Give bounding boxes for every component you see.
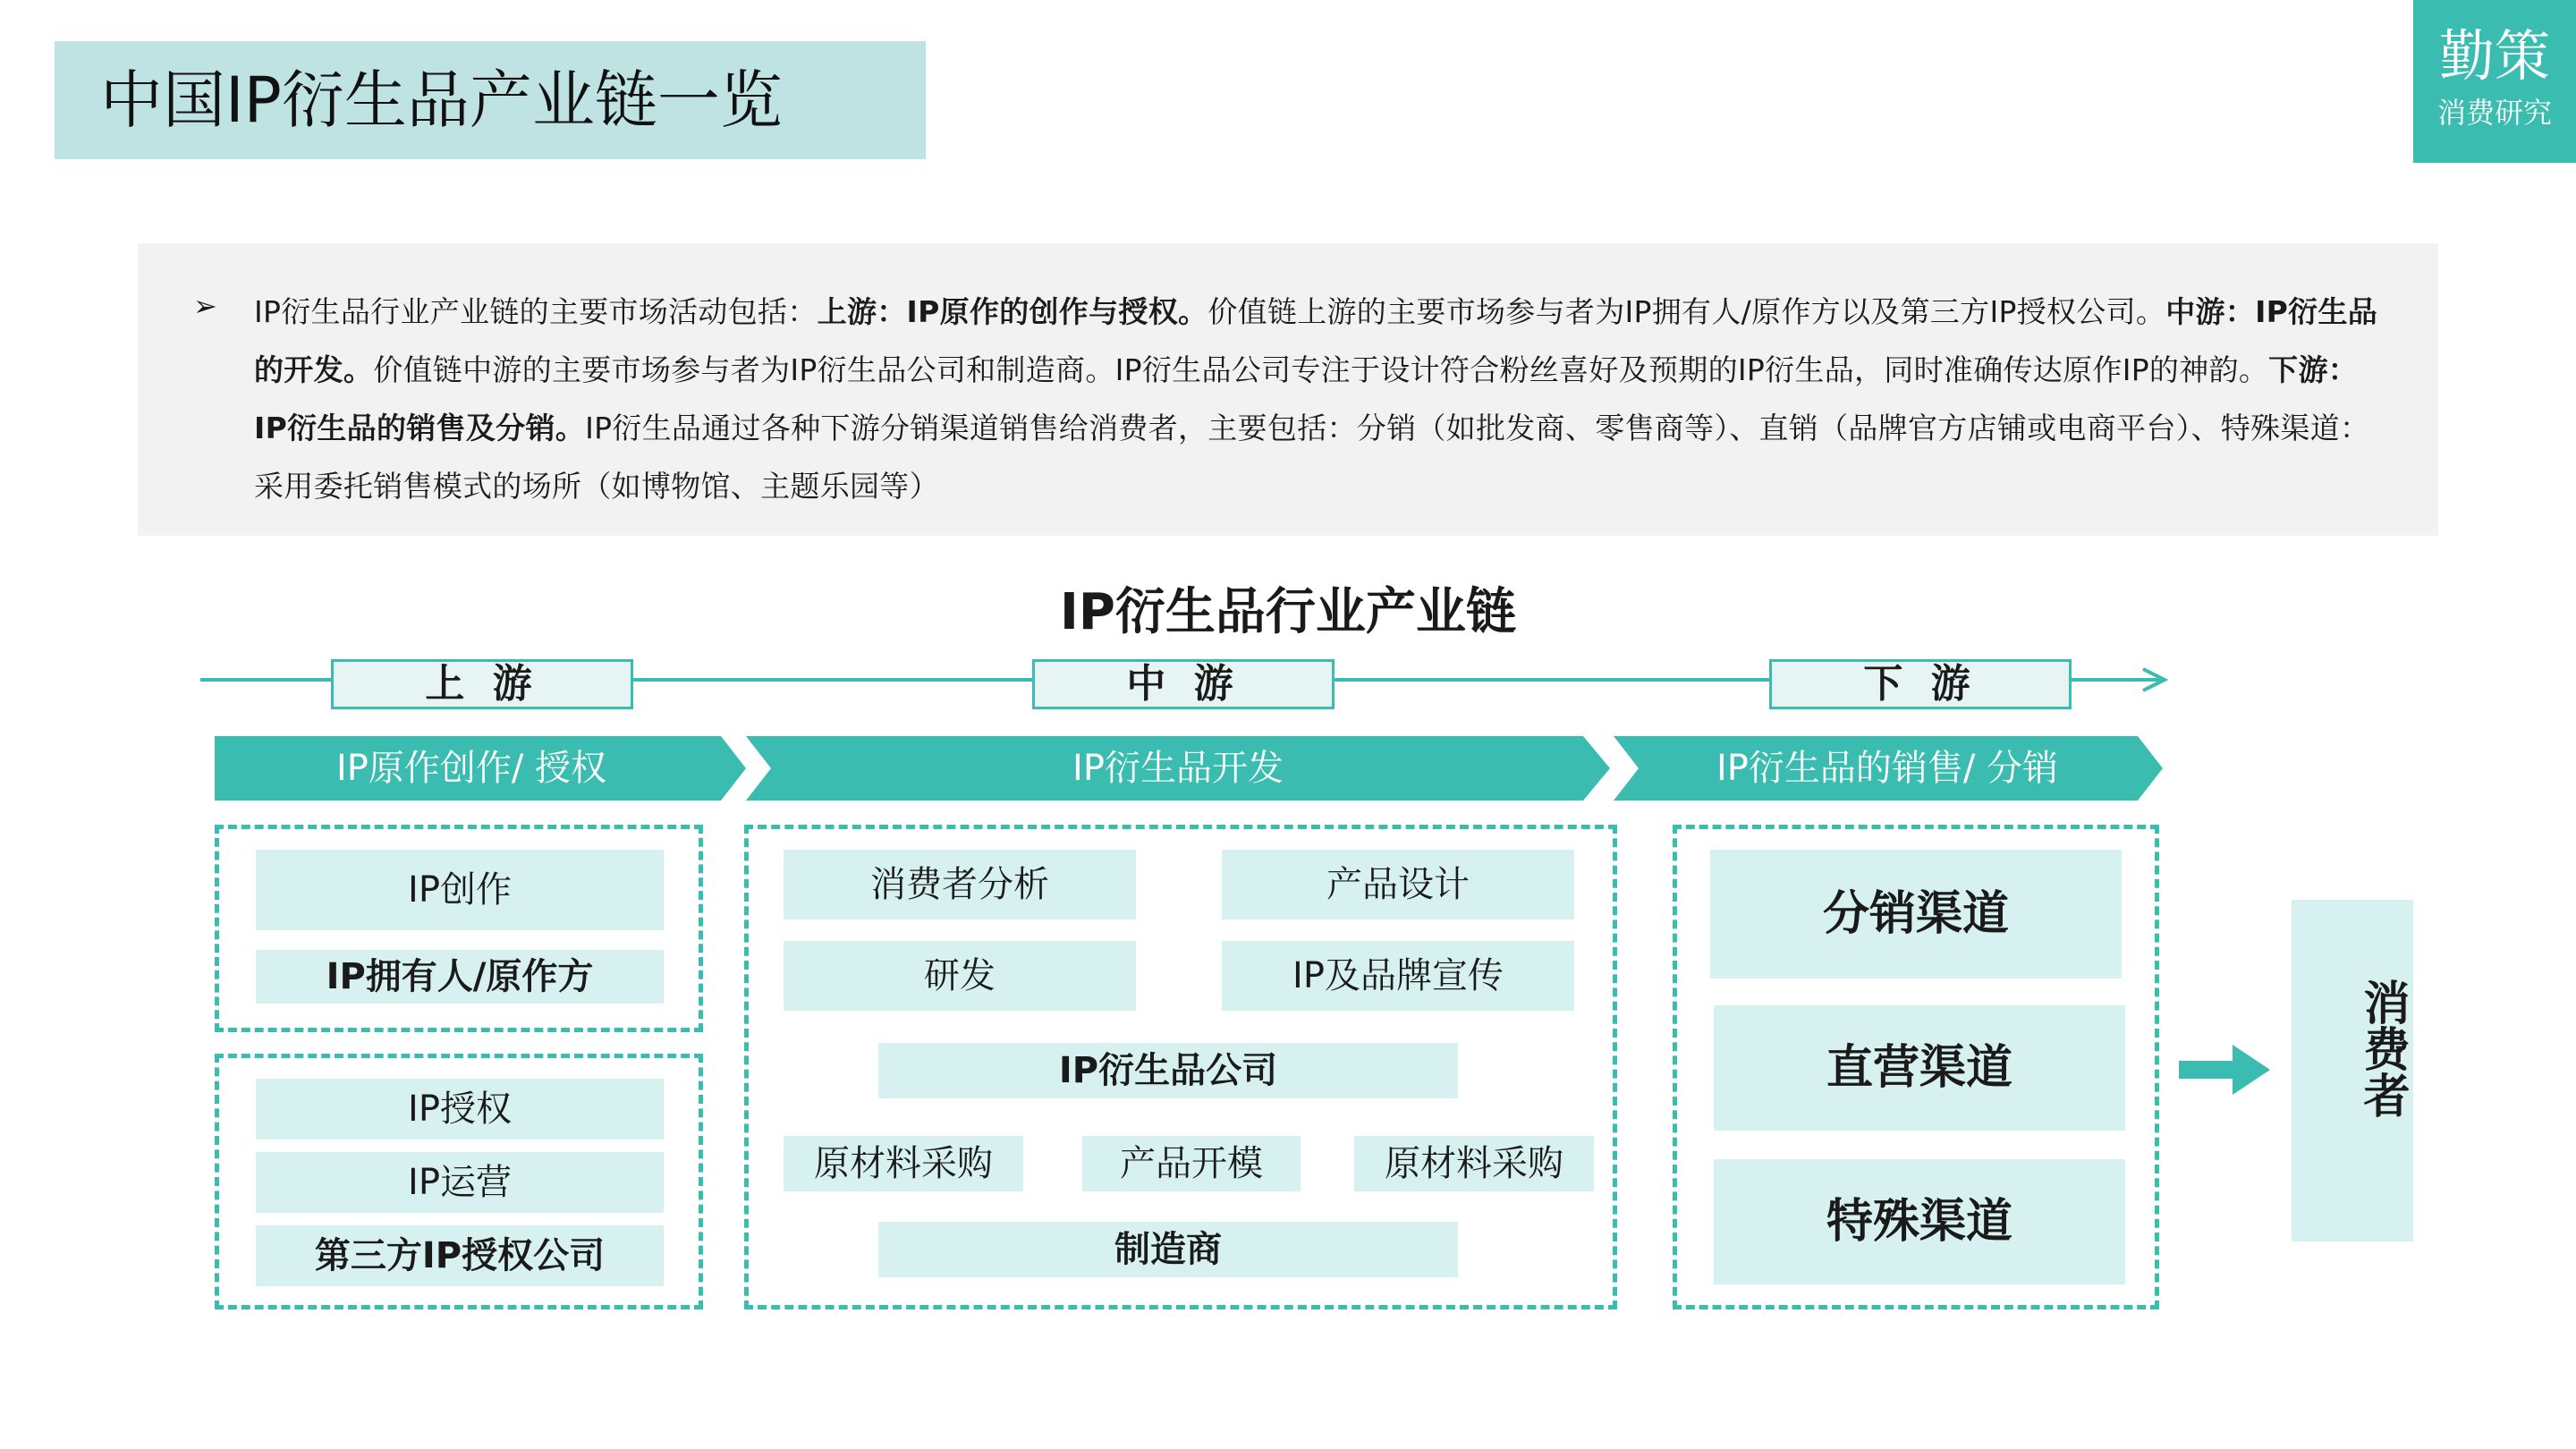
diagram-title: IP衍生品行业产业链 [1060, 583, 1516, 641]
consumer-box [2292, 900, 2413, 1241]
intro-paragraph [254, 283, 2386, 515]
cell-third-party-licensor: 第三方IP授权公司 [256, 1225, 664, 1286]
logo-main-text: 勤策 [2438, 23, 2550, 89]
cell-raw-material-purchase-2: 原材料采购 [1354, 1136, 1594, 1191]
chevron-label-downstream: IP衍生品的销售/ 分销 [1716, 748, 2059, 789]
cell-distribution-channel: 分销渠道 [1710, 850, 2122, 979]
stage-label-upstream: 上 游 [331, 659, 633, 709]
cell-special-channel: 特殊渠道 [1714, 1159, 2125, 1284]
cell-product-design: 产品设计 [1222, 850, 1574, 919]
cell-ip-operation: IP运营 [256, 1152, 664, 1213]
stage-label-midstream: 中 游 [1032, 659, 1335, 709]
cell-raw-material-purchase-1: 原材料采购 [784, 1136, 1023, 1191]
logo-sub-text: 消费研究 [2436, 96, 2552, 130]
page-title: 中国IP衍生品产业链一览 [100, 64, 783, 137]
cell-manufacturer: 制造商 [878, 1222, 1458, 1277]
stage-label-downstream: 下 游 [1769, 659, 2072, 709]
chevron-label-upstream: IP原作创作/ 授权 [335, 748, 607, 789]
cell-ip-brand-promotion: IP及品牌宣传 [1222, 941, 1574, 1011]
cell-mold-making: 产品开模 [1082, 1136, 1301, 1191]
cell-consumer-analysis: 消费者分析 [784, 850, 1136, 919]
intro-downstream-text: IP衍生品通过各种下游分销渠道销售给消费者，主要包括：分销（如批发商、零售商等）、直销（品牌官方店铺或电商平台）、特殊渠道：采用委托销售模式的场所（如博物馆、主题乐园等） [254, 411, 2370, 504]
intro-upstream-text: 价值链上游的主要市场参与者为IP拥有人/原作方以及第三方IP授权公司。 [1208, 294, 2166, 329]
brand-logo [2413, 0, 2576, 163]
cell-direct-channel: 直营渠道 [1714, 1005, 2125, 1131]
cell-ip-licensing: IP授权 [256, 1079, 664, 1140]
chevron-label-midstream: IP衍生品开发 [1072, 748, 1284, 789]
cell-derivative-company: IP衍生品公司 [878, 1043, 1458, 1098]
cell-ip-owner: IP拥有人/原作方 [256, 950, 664, 1004]
cell-rnd: 研发 [784, 941, 1136, 1011]
cell-ip-creation: IP创作 [256, 850, 664, 930]
intro-downstream-heading: 下游：IP衍生品的销售及分销。 [254, 352, 2359, 445]
consumer-label: 消费者 [2355, 979, 2409, 1118]
bullet-arrow-icon: ➢ [193, 289, 217, 323]
intro-lead: IP衍生品行业产业链的主要市场活动包括： [254, 294, 818, 329]
right-arrow-icon [2179, 1045, 2272, 1095]
intro-midstream-text: 价值链中游的主要市场参与者为IP衍生品公司和制造商。IP衍生品公司专注于设计符合粉丝喜好及预期的IP衍生品，同时准确传达原作IP的神韵。 [373, 352, 2269, 387]
intro-midstream-heading: 中游：IP衍生品的开发。 [254, 294, 2378, 387]
intro-upstream-heading: 上游：IP原作的创作与授权。 [817, 294, 1208, 329]
